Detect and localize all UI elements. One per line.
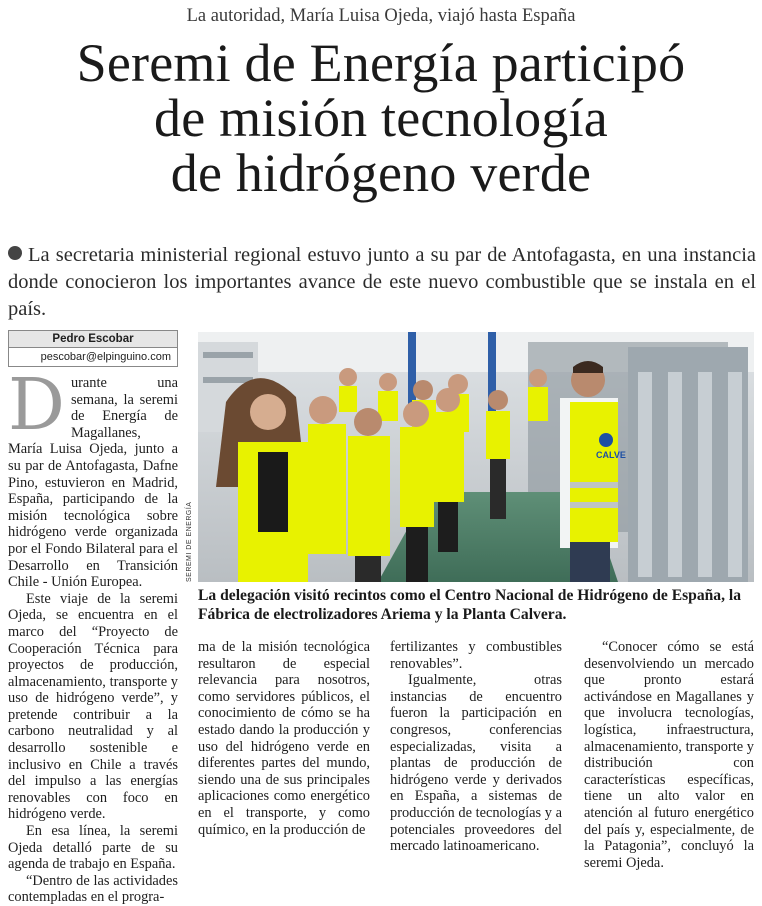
bullet-icon bbox=[8, 246, 22, 260]
article-paragraph: ma de la misión tecnológica resultaron de especial relevancia para nosotros, como servidores públicos, el conocimiento de cómo se ha estado dando la producción y uso del hidrógeno verde en diferentes partes del mundo, siendo una de sus principales aplicaciones como energético en el transporte, y como químico, en la producción de bbox=[198, 639, 370, 838]
article-paragraph: Igualmente, otras instancias de encuentro fueron la participación en congresos, conferencias especializadas, visita a plantas de producción de hidrógeno verde y derivados en España, a sistemas de producción de tecnologías y a potenciales proveedores del mercado latinoamericano. bbox=[390, 672, 562, 855]
headline-line-1: Seremi de Energía participó bbox=[76, 33, 686, 93]
article-column-3 bbox=[390, 639, 562, 855]
byline-author: Pedro Escobar bbox=[8, 330, 178, 348]
headline bbox=[0, 33, 762, 203]
dropcap: D bbox=[8, 363, 65, 446]
summary-text: La secretaria ministerial regional estuvo junto a su par de Antofagasta, en una instancia donde conocieron los importantes avance de este nuevo combustible que se instala en el país. bbox=[8, 244, 756, 320]
article-photo bbox=[198, 332, 754, 582]
article-paragraph: “Dentro de las actividades contempladas en el progra- bbox=[8, 872, 178, 906]
article-paragraph: Durante una semana, la seremi de Energía de Magallanes, María Luisa Ojeda, junto a su par de Antofagasta, Dafne Pino, estuvieron en Madrid, España, participando de la misión tecnológica sobre hidrógeno verde organizada por el Fondo Bilateral para el Desarrollo en Transición Chile - Unión Europea. bbox=[8, 363, 178, 591]
vest-logo-text: CALVE bbox=[596, 450, 626, 460]
headline-line-2: de misión tecnología bbox=[154, 88, 608, 148]
headline-line-3: de hidrógeno verde bbox=[170, 143, 592, 203]
article-column-2 bbox=[198, 639, 370, 838]
summary bbox=[8, 242, 756, 323]
article-paragraph: En esa línea, la seremi Ojeda detalló parte de su agenda de trabajo en España. bbox=[8, 823, 178, 873]
byline-email[interactable]: pescobar@elpinguino.com bbox=[8, 348, 178, 367]
photo-illustration bbox=[198, 332, 754, 582]
photo-credit: SEREMI DE ENERGÍA bbox=[186, 501, 193, 582]
article-paragraph: “Conocer cómo se está desenvolviendo un mercado que pronto estará activándose en Magallanes y que involucra tecnologías, logística, infraestructura, almacenamiento, transporte y distribución con características específicas, tiene un alto valor en atención al futuro energético del país y, especialmente, de la Patagonia”, concluyó la seremi Ojeda. bbox=[584, 639, 754, 871]
article-paragraph: fertilizantes y combustibles renovables”. bbox=[390, 639, 562, 672]
article-paragraph: Este viaje de la seremi Ojeda, se encuentra en el marco del “Proyecto de Cooperación Técnica para proyectos de producción, almacenamiento, transporte y uso de hidrógeno verde”, y pretende contribuir a la carbono neutralidad y al desarrollo sostenible e inclusivo en Chile a través del impulso a las energías renovables con foco en hidrógeno verde. bbox=[8, 590, 178, 823]
byline bbox=[8, 330, 178, 367]
photo-caption: La delegación visitó recintos como el Centro Nacional de Hidrógeno de España, la Fábrica de electrolizadores Ariema y la Planta Calvera. bbox=[198, 587, 742, 623]
article-column-4 bbox=[584, 639, 754, 871]
article-column-1 bbox=[8, 363, 178, 906]
kicker: La autoridad, María Luisa Ojeda, viajó hasta España bbox=[186, 6, 576, 26]
